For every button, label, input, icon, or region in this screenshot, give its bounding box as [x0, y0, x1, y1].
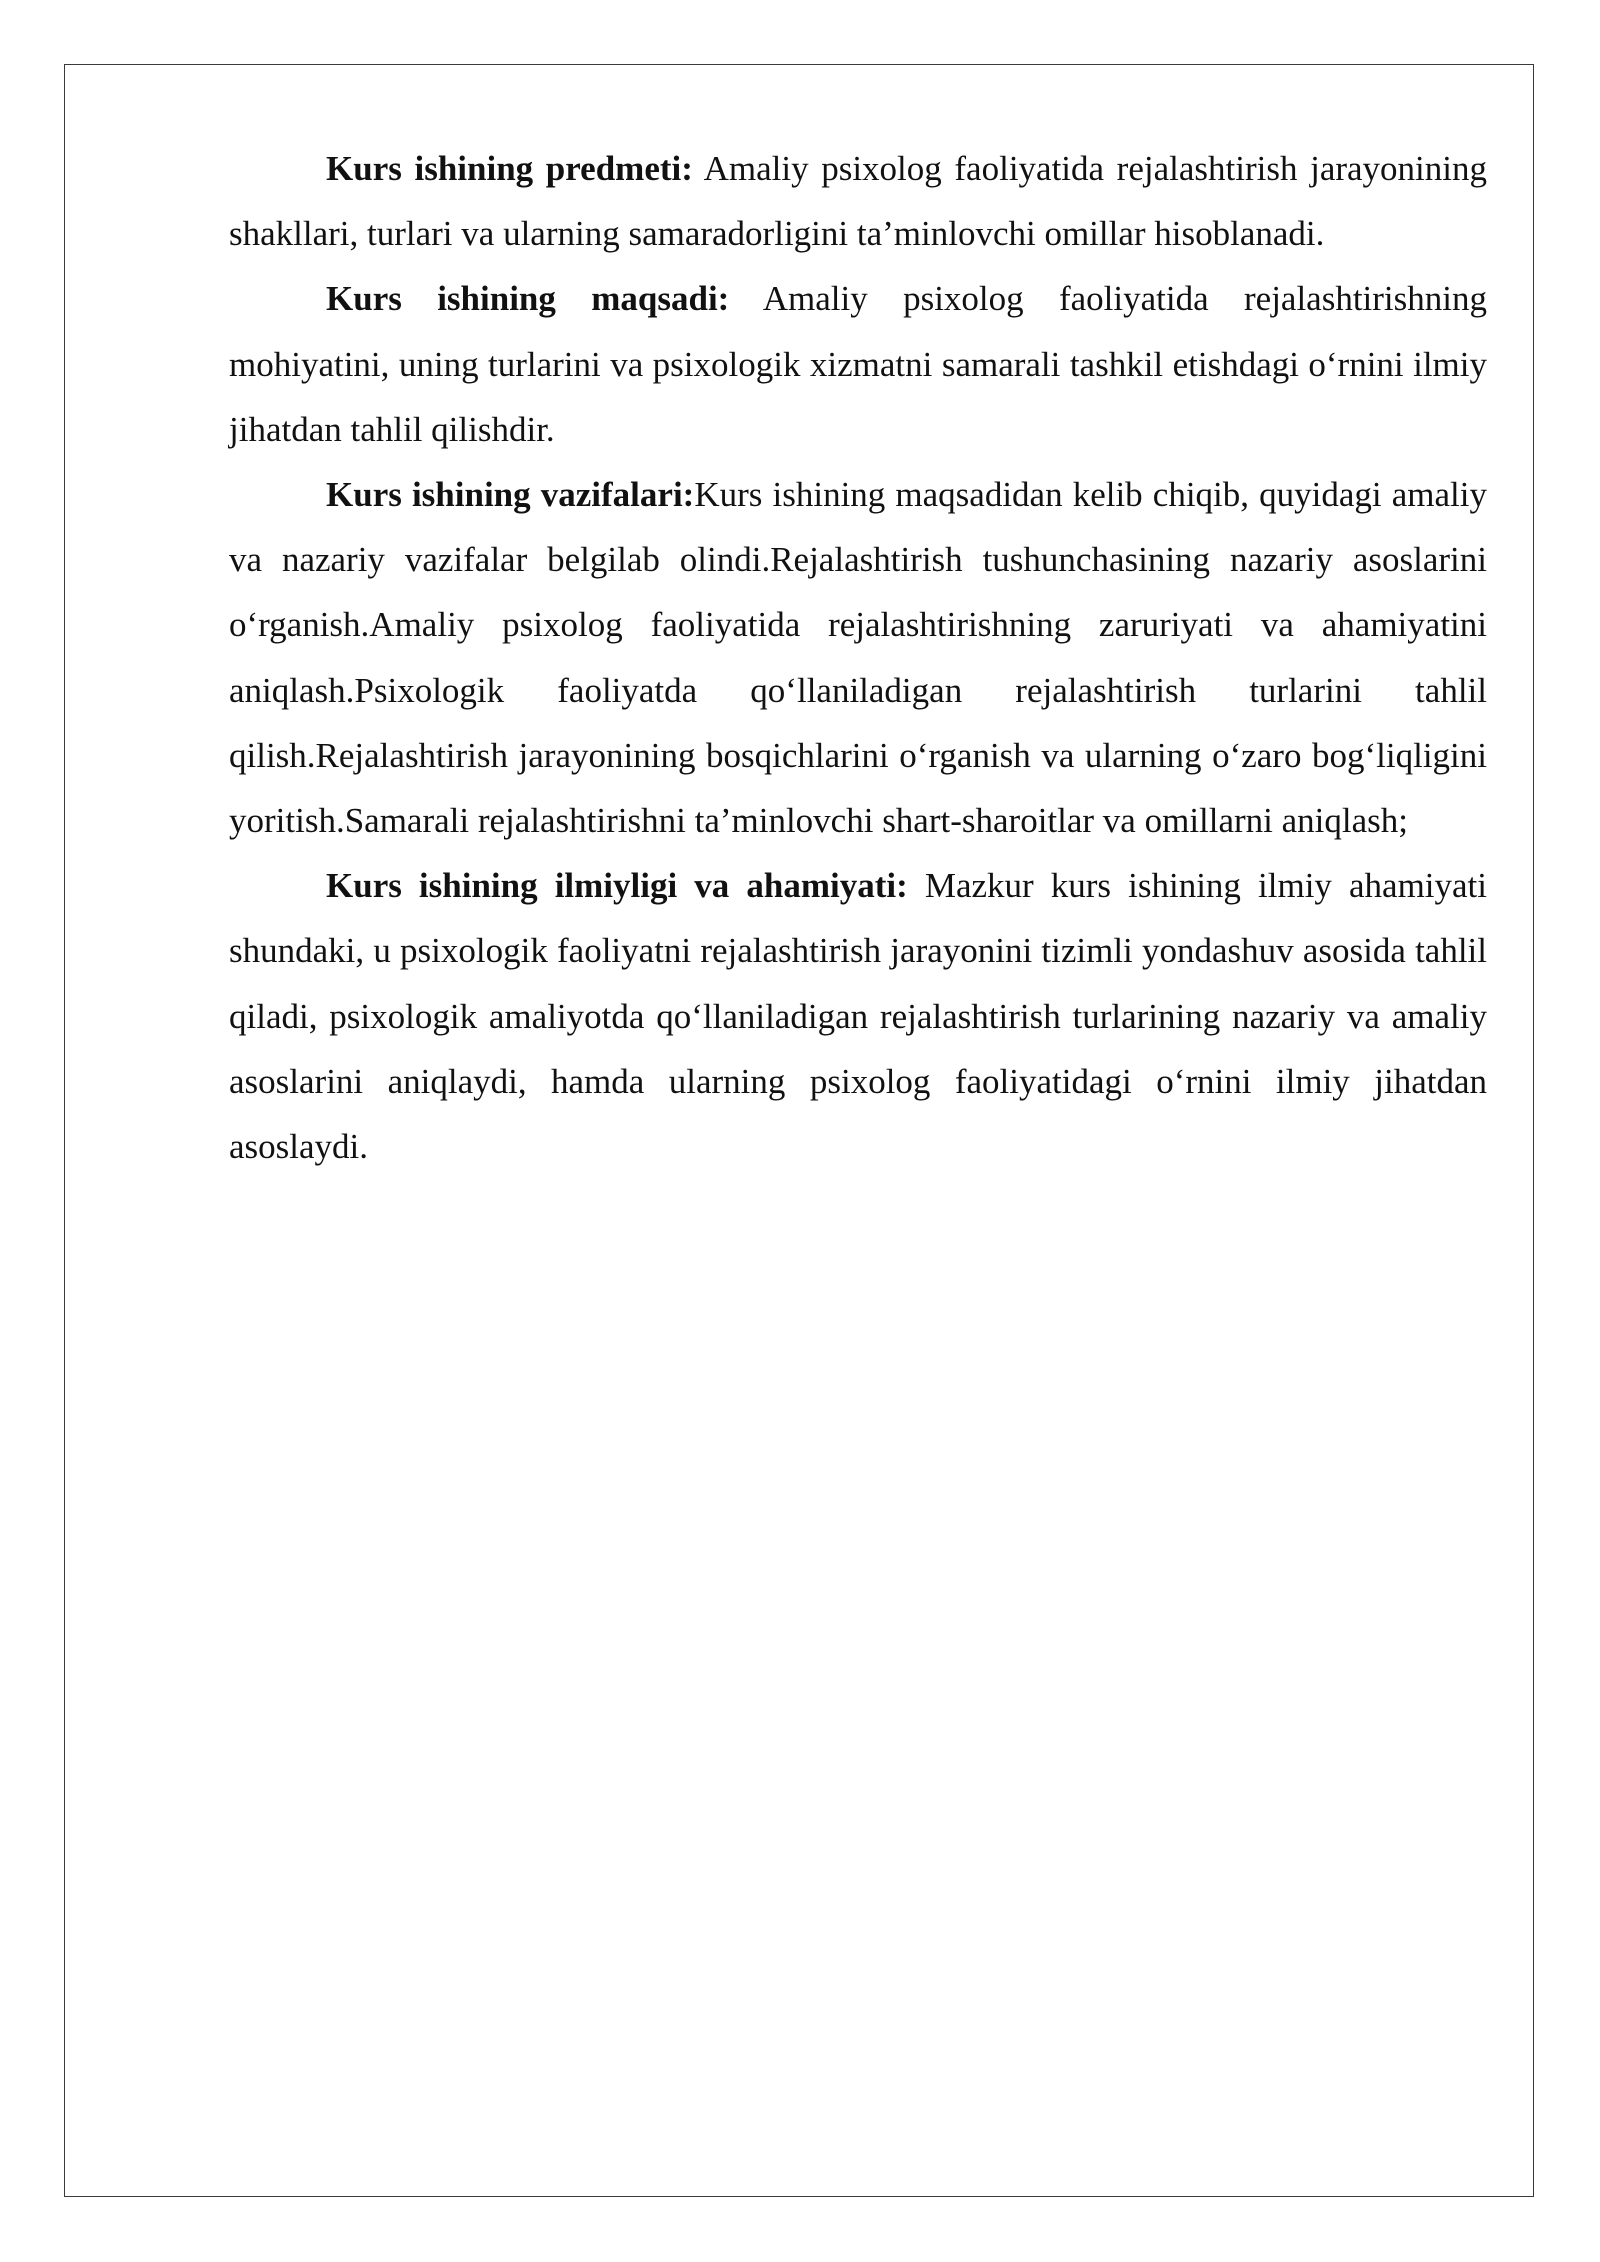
paragraph-heading: Kurs ishining maqsadi:: [326, 279, 730, 319]
paragraph-goal: [229, 266, 1487, 462]
paragraph-heading: Kurs ishining ilmiyligi va ahamiyati:: [326, 866, 908, 906]
paragraph-text: Amaliy psixolog faoliyatida rejalashtirishning mohiyatini, uning turlarini va psixologik xizmatni samarali tashkil etishdagi oʻrnini ilmiy jihatdan tahlil qilishdir.: [229, 279, 1488, 449]
paragraph-text: Kurs ishining maqsadidan kelib chiqib, quyidagi amaliy va nazariy vazifalar belgilab olindi.Rejalashtirish tushunchasining nazariy asoslarini oʻrganish.Amaliy psixolog faoliyatida rejalashtirishning zaruriyati va ahamiyatini aniqlash.Psixologik faoliyatda qoʻllaniladigan rejalashtirish turlarini tahlil qilish.Rejalashtirish jarayonining bosqichlarini oʻrganish va ularning oʻzaro bogʻliqligini yoritish.Samarali rejalashtirishni ta’minlovchi shart-sharoitlar va omillarni aniqlash;: [229, 475, 1487, 841]
paragraph-tasks: [229, 462, 1487, 853]
document-body: [229, 136, 1487, 1179]
paragraph-significance: [229, 853, 1487, 1179]
paragraph-heading: Kurs ishining predmeti:: [326, 149, 693, 188]
paragraph-text: Mazkur kurs ishining ilmiy ahamiyati shundaki, u psixologik faoliyatni rejalashtirish jarayonini tizimli yondashuv asosida tahlil qiladi, psixologik amaliyotda qoʻllaniladigan rejalashtirish turlarining nazariy va amaliy asoslarini aniqlaydi, hamda ularning psixolog faoliyatidagi oʻrnini ilmiy jihatdan asoslaydi.: [229, 866, 1488, 1167]
paragraph-text: Amaliy psixolog faoliyatida rejalashtirish jarayonining shakllari, turlari va ularning samaradorligini ta’minlovchi omillar hisoblanadi.: [229, 149, 1487, 254]
paragraph-subject: [229, 136, 1487, 266]
paragraph-heading: Kurs ishining vazifalari:: [326, 475, 695, 515]
